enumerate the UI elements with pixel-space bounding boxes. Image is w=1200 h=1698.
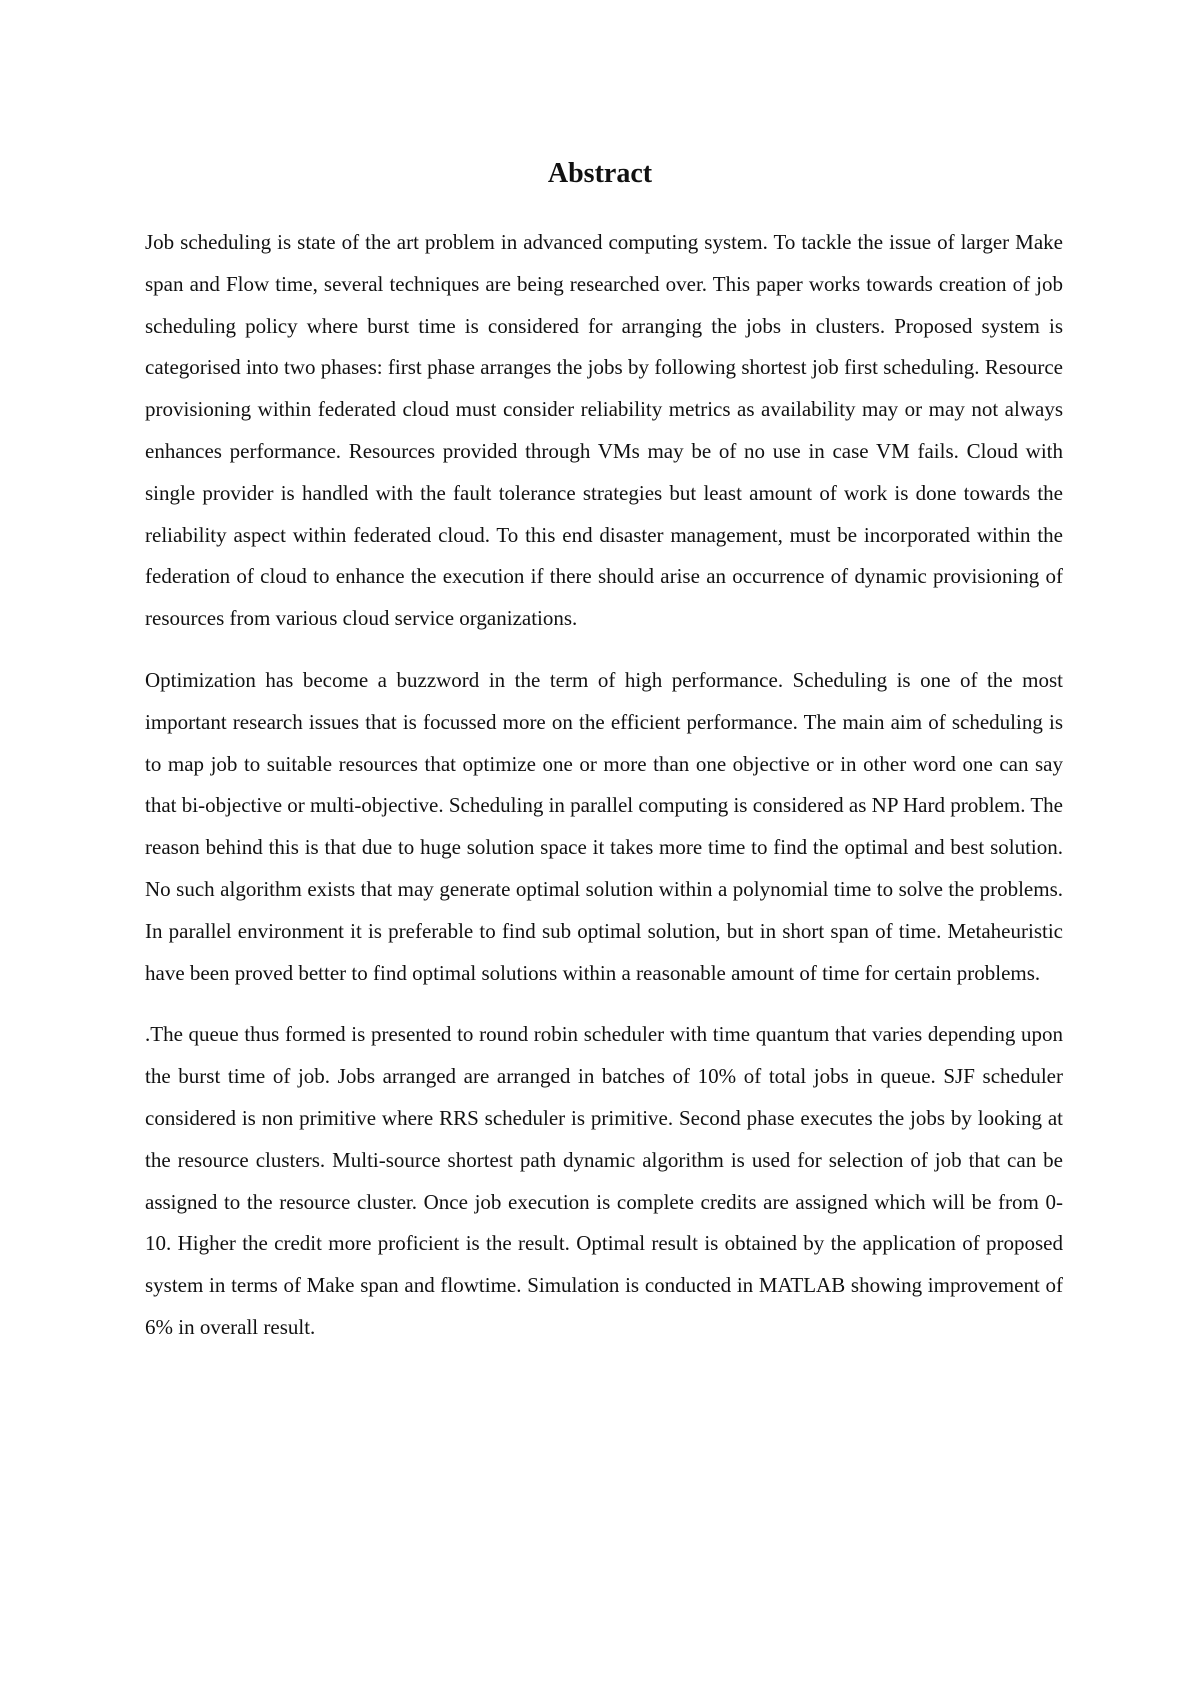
abstract-paragraph-1: Job scheduling is state of the art problem in advanced computing system. To tackle the issue of larger Make span and Flow time, several techniques are being researched over. This paper works towards creation of job scheduling policy where burst time is considered for arranging the jobs in clusters. Proposed system is categorised into two phases: first phase arranges the jobs by following shortest job first scheduling. Resource provisioning within federated cloud must consider reliability metrics as availability may or may not always enhances performance. Resources provided through VMs may be of no use in case VM fails. Cloud with single provider is handled with the fault tolerance strategies but least amount of work is done towards the reliability aspect within federated cloud. To this end disaster management, must be incorporated within the federation of cloud to enhance the execution if there should arise an occurrence of dynamic provisioning of resources from various cloud service organizations. xyxy=(145,230,1063,631)
abstract-paragraph-2: Optimization has become a buzzword in the term of high performance. Scheduling is one of the most important research issues that is focussed more on the efficient performance. The main aim of scheduling is to map job to suitable resources that optimize one or more than one objective or in other word one can say that bi-objective or multi-objective. Scheduling in parallel computing is considered as NP Hard problem. The reason behind this is that due to huge solution space it takes more time to find the optimal and best solution. No such algorithm exists that may generate optimal solution within a polynomial time to solve the problems. In parallel environment it is preferable to find sub optimal solution, but in short span of time. Metaheuristic have been proved better to find optimal solutions within a reasonable amount of time for certain problems. xyxy=(145,667,1063,985)
abstract-body xyxy=(145,222,1063,1369)
page-title: Abstract xyxy=(547,158,653,189)
abstract-paragraph-3: .The queue thus formed is presented to round robin scheduler with time quantum that varies depending upon the burst time of job. Jobs arranged are arranged in batches of 10% of total jobs in queue. SJF scheduler considered is non primitive where RRS scheduler is primitive. Second phase executes the jobs by looking at the resource clusters. Multi-source shortest path dynamic algorithm is used for selection of job that can be assigned to the resource cluster. Once job execution is complete credits are assigned which will be from 0-10. Higher the credit more proficient is the result. Optimal result is obtained by the application of proposed system in terms of Make span and flowtime. Simulation is conducted in MATLAB showing improvement of 6% in overall result. xyxy=(145,1022,1063,1339)
